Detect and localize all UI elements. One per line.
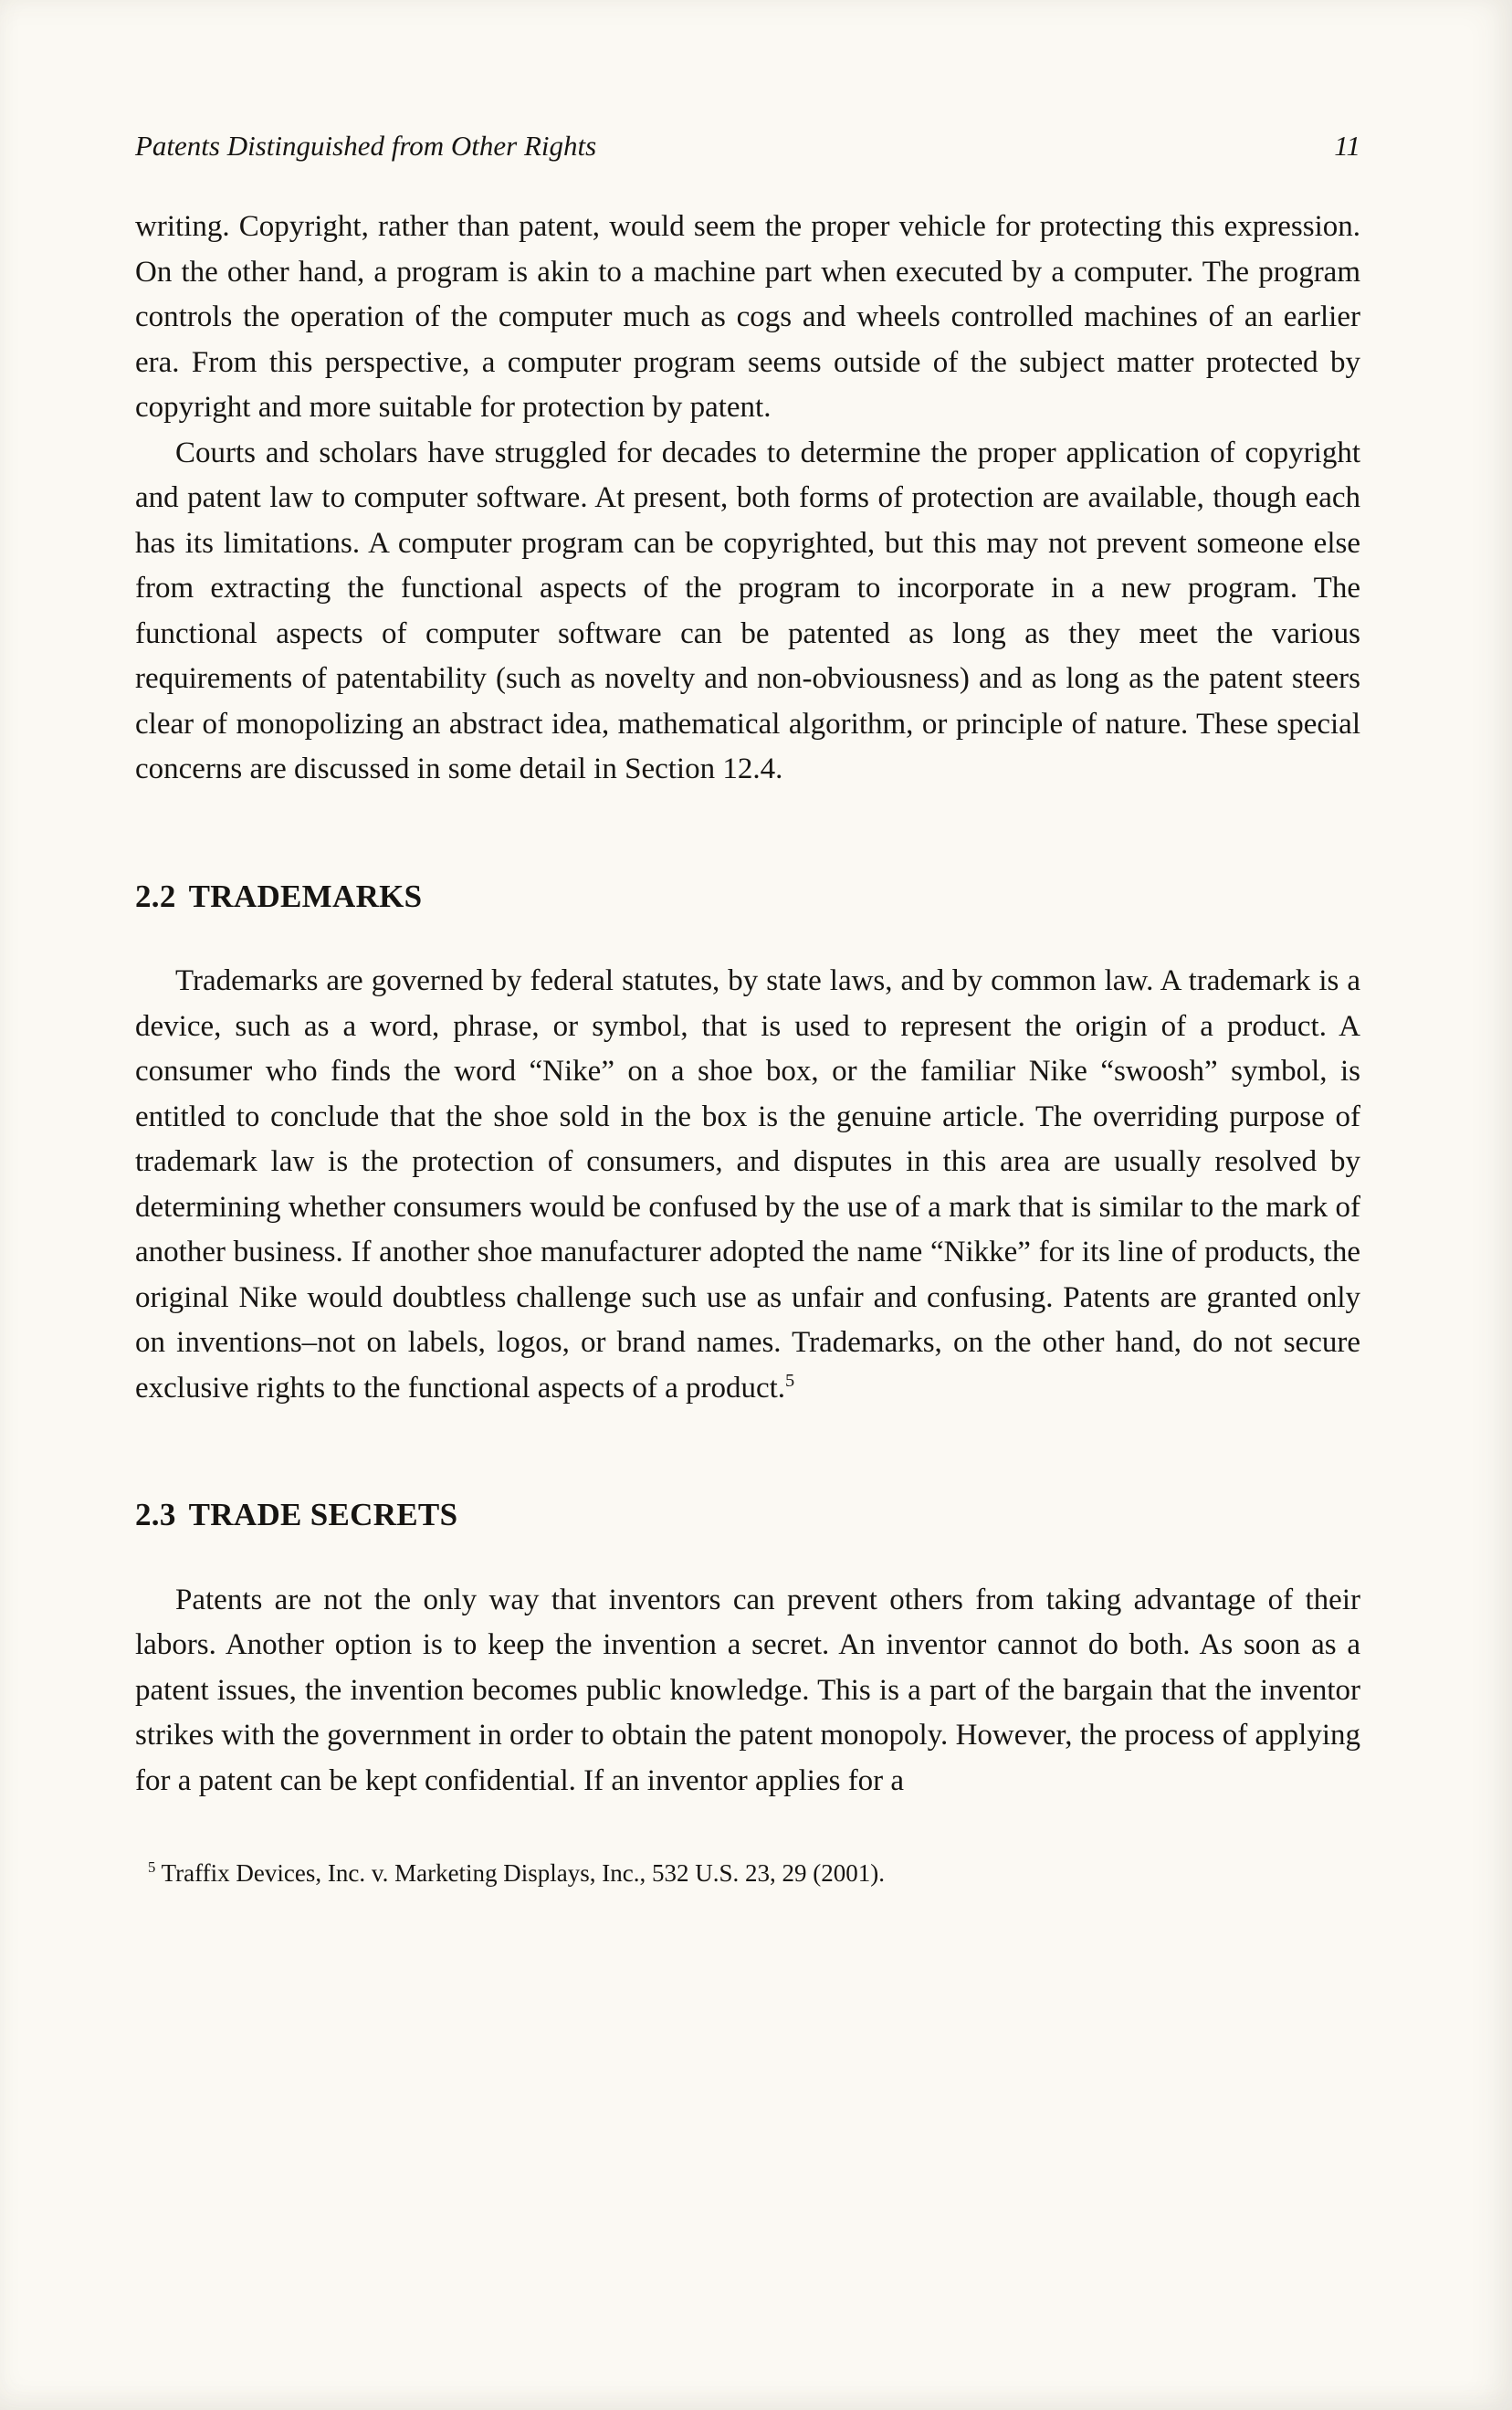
paragraph-text: Trademarks are governed by federal statutes, by state laws, and by common law. A trademark is a device, such as a word, phrase, or symbol, that is used to represent the origin of a product. A consumer who finds the word “Nike” on a shoe box, or the familiar Nike “swoosh” symbol, is entitled to conclude that the shoe sold in the box is the genuine article. The overriding purpose of trademark law is the protection of consumers, and disputes in this area are usually resolved by determining whether consumers would be confused by the use of a mark that is similar to the mark of another business. If another shoe manufacturer adopted the name “Nikke” for its line of products, the original Nike would doubtless challenge such use as unfair and confusing. Patents are granted only on inventions–not on labels, logos, or brand names. Trademarks, on the other hand, do not secure exclusive rights to the functional aspects of a product.: [135, 964, 1360, 1405]
section-number: 2.3: [135, 1497, 176, 1532]
section-heading-trademarks: [135, 873, 1360, 921]
footnote-marker: 5: [148, 1858, 156, 1876]
page-body: [135, 205, 1360, 1804]
section-title: TRADEMARKS: [188, 878, 423, 914]
footnote: [135, 1857, 1360, 1891]
page-number: 11: [1334, 130, 1360, 162]
body-paragraph: Patents are not the only way that inventors can prevent others from taking advantage of their labors. Another option is to keep the invention a secret. An inventor cannot do both. As soon as a patent issues, the invention becomes public knowledge. This is a part of the bargain that the inventor strikes with the government in order to obtain the patent monopoly. However, the process of applying for a patent can be kept confidential. If an inventor applies for a: [135, 1583, 1360, 1797]
section-title: TRADE SECRETS: [188, 1497, 458, 1532]
body-paragraph: Courts and scholars have struggled for decades to determine the proper application of copyright and patent law to computer software. At present, both forms of protection are available, though each has its limitations. A computer program can be copyrighted, but this may not prevent someone else from extracting the functional aspects of the program to incorporate in a new program. The functional aspects of computer software can be patented as long as they meet the various requirements of patentability (such as novelty and non-obviousness) and as long as the patent steers clear of monopolizing an abstract idea, mathematical algorithm, or principle of nature. These special concerns are discussed in some detail in Section 12.4.: [135, 436, 1360, 785]
footnote-reference: 5: [785, 1370, 795, 1391]
body-paragraph: [135, 959, 1360, 1411]
footnote-text: Traffix Devices, Inc. v. Marketing Displays, Inc., 532 U.S. 23, 29 (2001).: [155, 1859, 886, 1887]
section-number: 2.2: [135, 878, 176, 914]
running-header: [135, 130, 1360, 163]
section-heading-trade-secrets: [135, 1491, 1360, 1540]
body-paragraph-continuation: writing. Copyright, rather than patent, would seem the proper vehicle for protecting this expression. On the other hand, a program is akin to a machine part when executed by a computer. The program controls the operation of the computer much as cogs and wheels controlled machines of an earlier era. From this perspective, a computer program seems outside of the subject matter protected by copyright and more suitable for protection by patent.: [135, 210, 1360, 424]
running-header-title: Patents Distinguished from Other Rights: [135, 130, 597, 162]
